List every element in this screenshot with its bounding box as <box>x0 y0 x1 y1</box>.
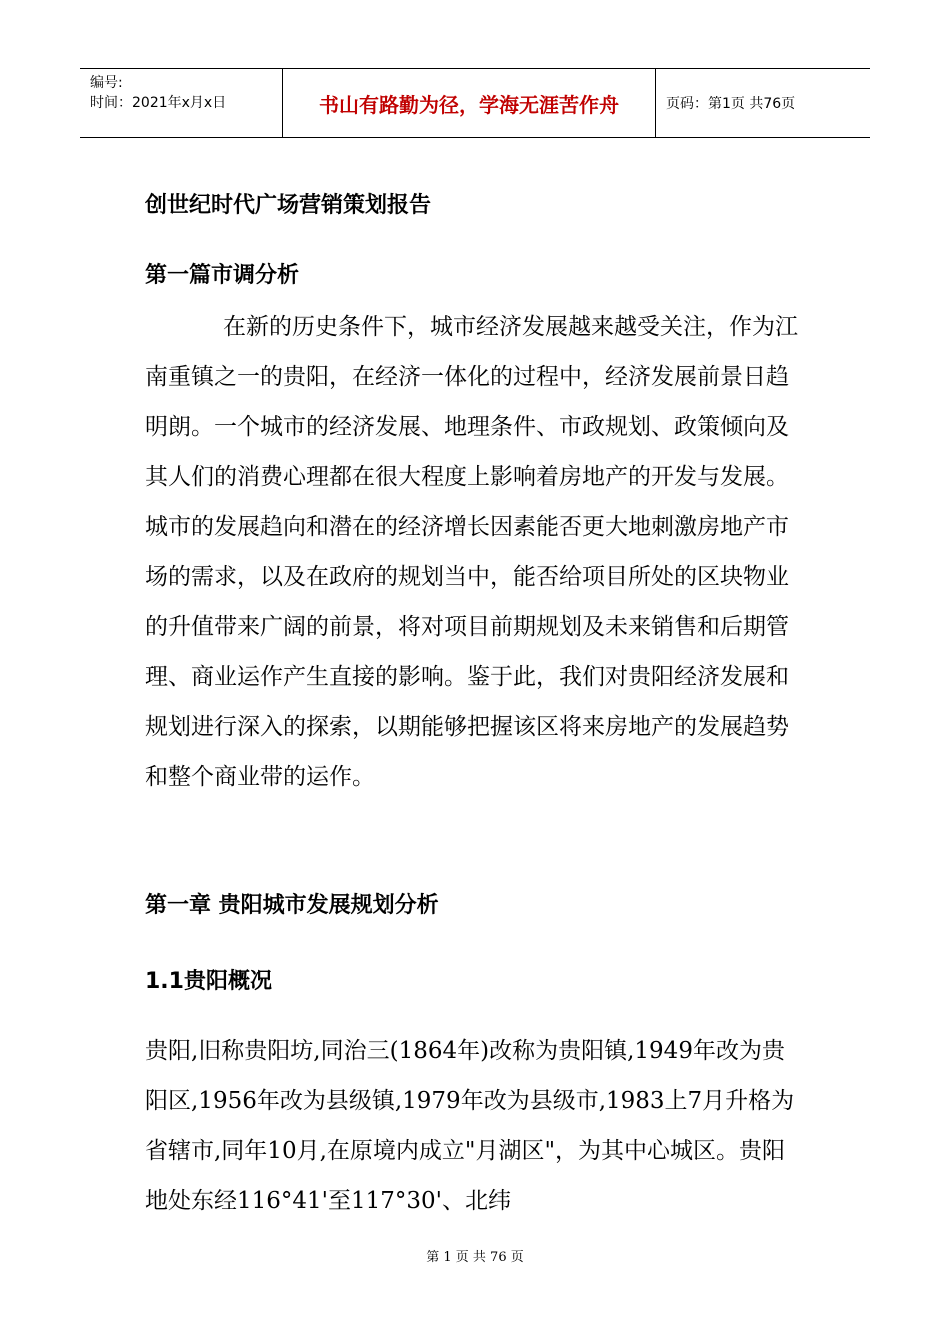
section-title: 1.1贵阳概况 <box>145 969 272 994</box>
page-footer: 第 1 页 共 76 页 <box>426 1250 524 1265</box>
document-title: 创世纪时代广场营销策划报告 <box>145 193 432 218</box>
intro-paragraph <box>145 302 805 802</box>
header-meta-cell <box>80 69 282 137</box>
page-header-table <box>80 68 870 138</box>
intro-paragraph-text: 在新的历史条件下，城市经济发展越来越受关注，作为江南重镇之一的贵阳，在经济一体化的过程中，经济发展前景日趋明朗。一个城市的经济发展、地理条件、市政规划、政策倾向及其人们的消费心理都在很大程度上影响着房地产的开发与发展。城市的发展趋向和潜在的经济增长因素能否更大地刺激房地产市场的需求，以及在政府的规划当中，能否给项目所处的区块物业的升值带来广阔的前景，将对项目前期规划及未来销售和后期管理、商业运作产生直接的影响。鉴于此，我们对贵阳经济发展和规划进行深入的探索，以期能够把握该区将来房地产的发展趋势和整个商业带的运作。 <box>145 314 798 790</box>
header-page-info: 页码：第1页 共76页 <box>666 96 796 112</box>
chapter-title: 第一章 贵阳城市发展规划分析 <box>145 893 439 918</box>
header-number-label: 编号: <box>90 75 123 91</box>
section-paragraph: 贵阳,旧称贵阳坊,同治三(1864年)改称为贵阳镇,1949年改为贵阳区,1956年改为县级镇,1979年改为县级市,1983上7月升格为省辖市,同年10月,在原境内成立"月湖区"，为其中心城区。贵阳地处东经116°41'至117°30'、北纬 <box>145 1038 795 1214</box>
header-motto: 书山有路勤为径，学海无涯苦作舟 <box>282 69 656 137</box>
part-title: 第一篇市调分析 <box>145 263 300 288</box>
header-time-label: 时间：2021年x月x日 <box>90 95 227 111</box>
